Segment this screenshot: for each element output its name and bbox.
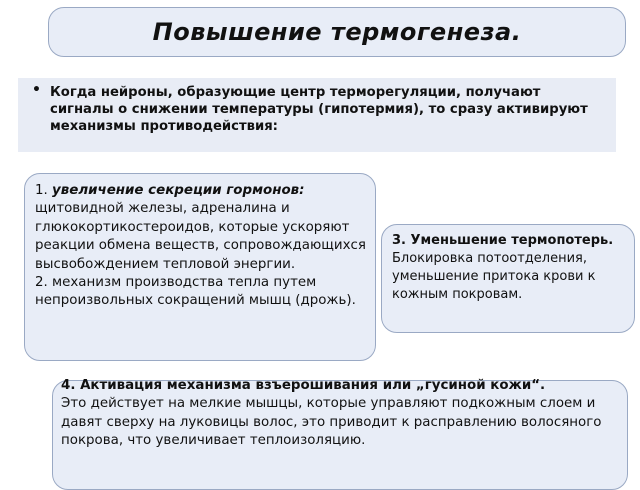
item-1-text: щитовидной железы, адреналина и глюкокортикостероидов, которые ускоряют реакции обмена веществ, сопровождающихся высвобождением тепловой энергии.	[35, 201, 366, 272]
item-1-heading: увеличение секреции гормонов:	[52, 183, 305, 198]
heat-loss-reduction-box	[381, 224, 635, 333]
intro-box	[18, 78, 616, 152]
item-3	[392, 232, 628, 304]
item-3-text: Блокировка потоотделения, уменьшение притока крови к кожным покровам.	[392, 251, 596, 302]
item-1	[35, 182, 367, 274]
hormone-secretion-box	[24, 173, 376, 361]
item-4-heading: 4. Активация механизма взъерошивания или „гусиной кожи“.	[61, 378, 546, 393]
item-4-text: Это действует на мелкие мышцы, которые управляют подкожным слоем и давят сверху на луковицы волос, это приводит к расправлению волосяного покрова, что увеличивает теплоизоляцию.	[61, 396, 602, 449]
item-2-text: 2. механизм производства тепла путем непроизвольных сокращений мышц (дрожь).	[35, 275, 356, 309]
bullet-marker: •	[32, 82, 41, 98]
goosebumps-box	[52, 380, 628, 490]
title-box	[48, 7, 626, 57]
item-3-heading: 3. Уменьшение термопотерь.	[392, 233, 614, 248]
intro-text: Когда нейроны, образующие центр терморегуляции, получают сигналы о снижении температуры (гипотермия), то сразу активируют механизмы противодействия:	[50, 85, 588, 134]
page-title: Повышение термогенеза.	[152, 18, 522, 46]
item-1-number: 1.	[35, 183, 53, 198]
